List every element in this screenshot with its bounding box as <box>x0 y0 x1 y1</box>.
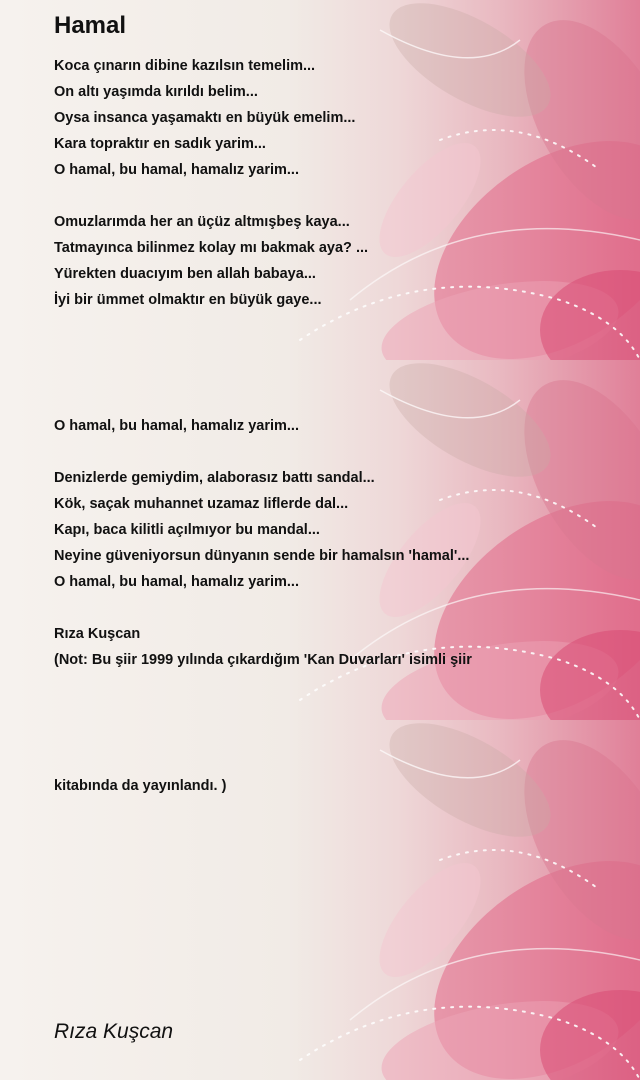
poem-line: Yürekten duacıyım ben allah babaya... <box>54 266 316 282</box>
poem-note: (Not: Bu şiir 1999 yılında çıkardığım 'Kan Duvarları' isimli şiir <box>54 652 472 668</box>
poem-line: O hamal, bu hamal, hamalız yarim... <box>54 162 299 178</box>
poem-line: Koca çınarın dibine kazılsın temelim... <box>54 58 316 74</box>
stanza-gap <box>54 442 472 468</box>
poem-line: O hamal, bu hamal, hamalız yarim... <box>54 418 299 434</box>
poem-title: Hamal <box>54 12 127 39</box>
poem-panel-2 <box>0 360 640 720</box>
poem-stanza-list <box>54 416 472 676</box>
poem-panel-1 <box>0 0 640 360</box>
poem-line: Kapı, baca kilitli açılmıyor bu mandal... <box>54 522 320 538</box>
poem-line: Omuzlarımda her an üçüz altmışbeş kaya... <box>54 214 350 230</box>
poem-line: O hamal, bu hamal, hamalız yarim... <box>54 574 299 590</box>
poem-note: kitabında da yayınlandı. ) <box>54 778 227 794</box>
poem-author: Rıza Kuşcan <box>54 626 141 642</box>
poem-stanza-list <box>54 776 226 802</box>
poem-line: Neyine güveniyorsun dünyanın sende bir hamalsın 'hamal'... <box>54 548 470 564</box>
poem-line: Kara topraktır en sadık yarim... <box>54 136 266 152</box>
stanza-gap <box>54 186 368 212</box>
author-signature: Rıza Kuşcan <box>54 1020 174 1043</box>
poem-line: Oysa insanca yaşamaktı en büyük emelim... <box>54 110 356 126</box>
stanza-gap <box>54 598 472 624</box>
poem-line: İyi bir ümmet olmaktır en büyük gaye... <box>54 292 322 308</box>
poem-stanza-list <box>54 56 368 316</box>
poem-line: Denizlerde gemiydim, alaborasız battı sandal... <box>54 470 375 486</box>
poem-line: On altı yaşımda kırıldı belim... <box>54 84 258 100</box>
poem-line: Tatmayınca bilinmez kolay mı bakmak aya? ... <box>54 240 369 256</box>
poem-line: Kök, saçak muhannet uzamaz liflerde dal... <box>54 496 349 512</box>
